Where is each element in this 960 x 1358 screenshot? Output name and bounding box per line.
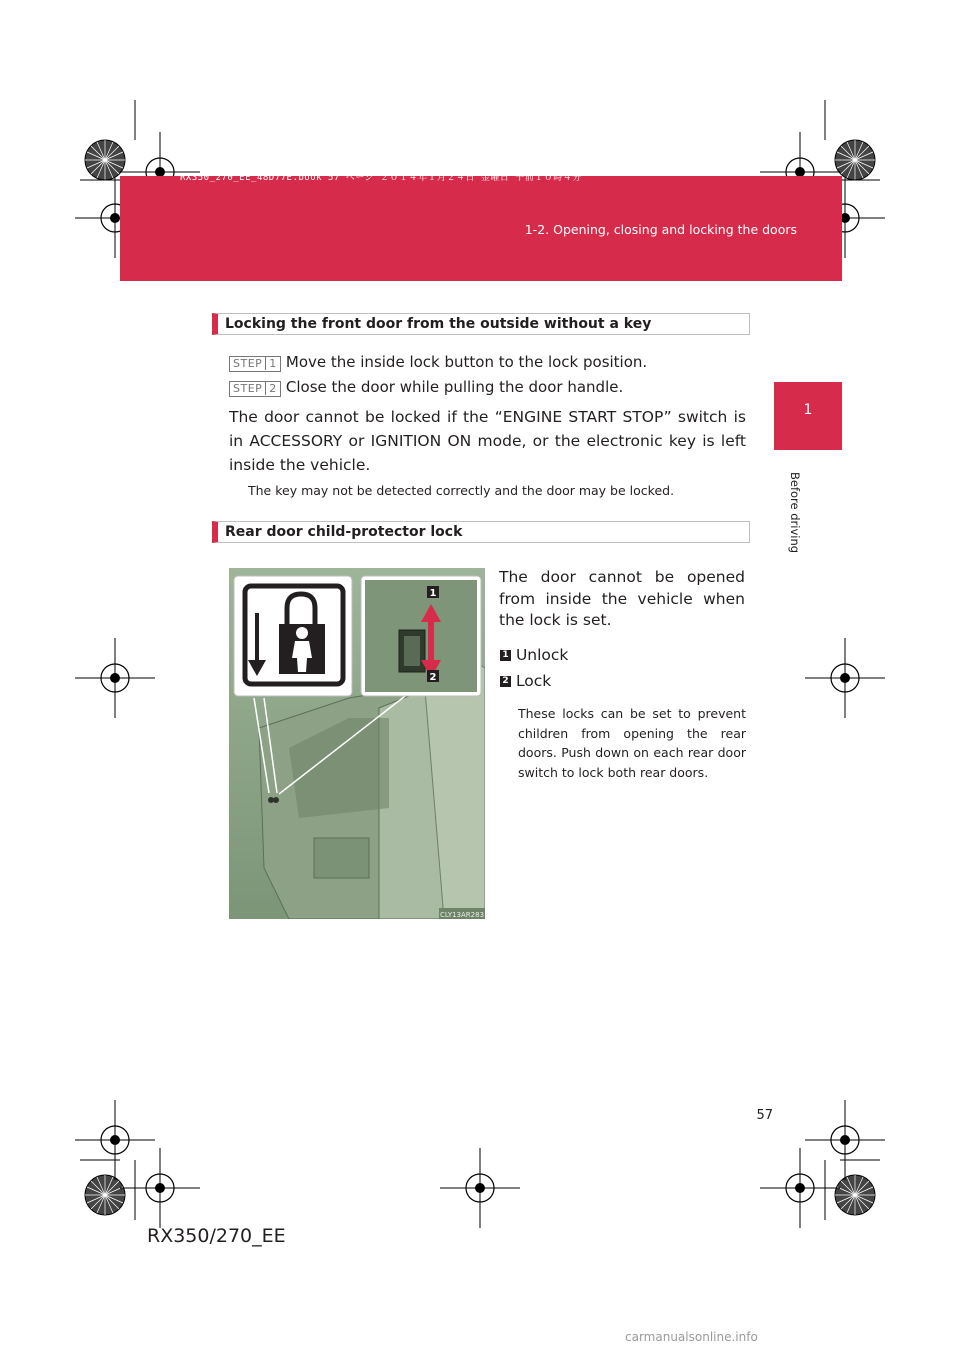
starburst-mark	[85, 1175, 125, 1215]
door-illustration	[229, 568, 485, 919]
image-code: CLY13AR283	[439, 911, 485, 919]
section-heading: Rear door child-protector lock	[212, 521, 750, 543]
legend-number-box: 1	[500, 650, 511, 661]
note-text: These locks can be set to prevent children from opening the rear doors. Push down on each rear door switch to lock both rear doors.	[518, 706, 746, 780]
step-1	[229, 352, 647, 372]
callout-1-label: 1	[429, 588, 437, 599]
registration-target	[120, 1148, 200, 1228]
step-2	[229, 377, 623, 397]
registration-target	[440, 1148, 520, 1228]
step-text: Close the door while pulling the door handle.	[285, 378, 624, 396]
registration-target	[75, 1100, 155, 1180]
registration-target	[760, 1148, 840, 1228]
page-number: 57	[756, 1108, 773, 1123]
registration-target	[75, 638, 155, 718]
watermark: carmanualsonline.info	[625, 1330, 758, 1344]
starburst-mark	[835, 1175, 875, 1215]
starburst-mark	[85, 140, 125, 180]
registration-target	[805, 638, 885, 718]
registration-target	[805, 1100, 885, 1180]
callout-2-label: 2	[429, 672, 437, 683]
file-stamp: RX350_270_EE_48D77E.book 57 ページ ２０１４年１月２４日 金曜日 午前１０時４分	[180, 173, 582, 183]
step-text: Move the inside lock button to the lock position.	[285, 353, 648, 371]
body-paragraph: The door cannot be locked if the “ENGINE START STOP” switch is in ACCESSORY or IGNITION ON mode, or the electronic key is left inside the vehicle.	[229, 408, 746, 474]
step-badge: STEP 1	[229, 356, 281, 372]
starburst-mark	[835, 140, 875, 180]
section-title: 1-2. Opening, closing and locking the doors	[524, 222, 797, 237]
legend-label: Lock	[515, 672, 552, 690]
model-code: RX350/270_EE	[147, 1225, 286, 1247]
legend-number-box: 2	[500, 676, 511, 687]
note-text: The key may not be detected correctly and the door may be locked.	[248, 483, 675, 498]
door-photo-svg	[229, 568, 485, 919]
description-text: The door cannot be opened from inside the vehicle when the lock is set.	[499, 568, 745, 629]
legend-item-unlock	[500, 646, 568, 664]
legend-item-lock	[500, 672, 551, 690]
chapter-number: 1	[803, 402, 813, 418]
chapter-label: Before driving	[788, 472, 802, 554]
section-heading: Locking the front door from the outside without a key	[212, 313, 750, 335]
legend-label: Unlock	[515, 646, 569, 664]
step-badge: STEP 2	[229, 381, 281, 397]
